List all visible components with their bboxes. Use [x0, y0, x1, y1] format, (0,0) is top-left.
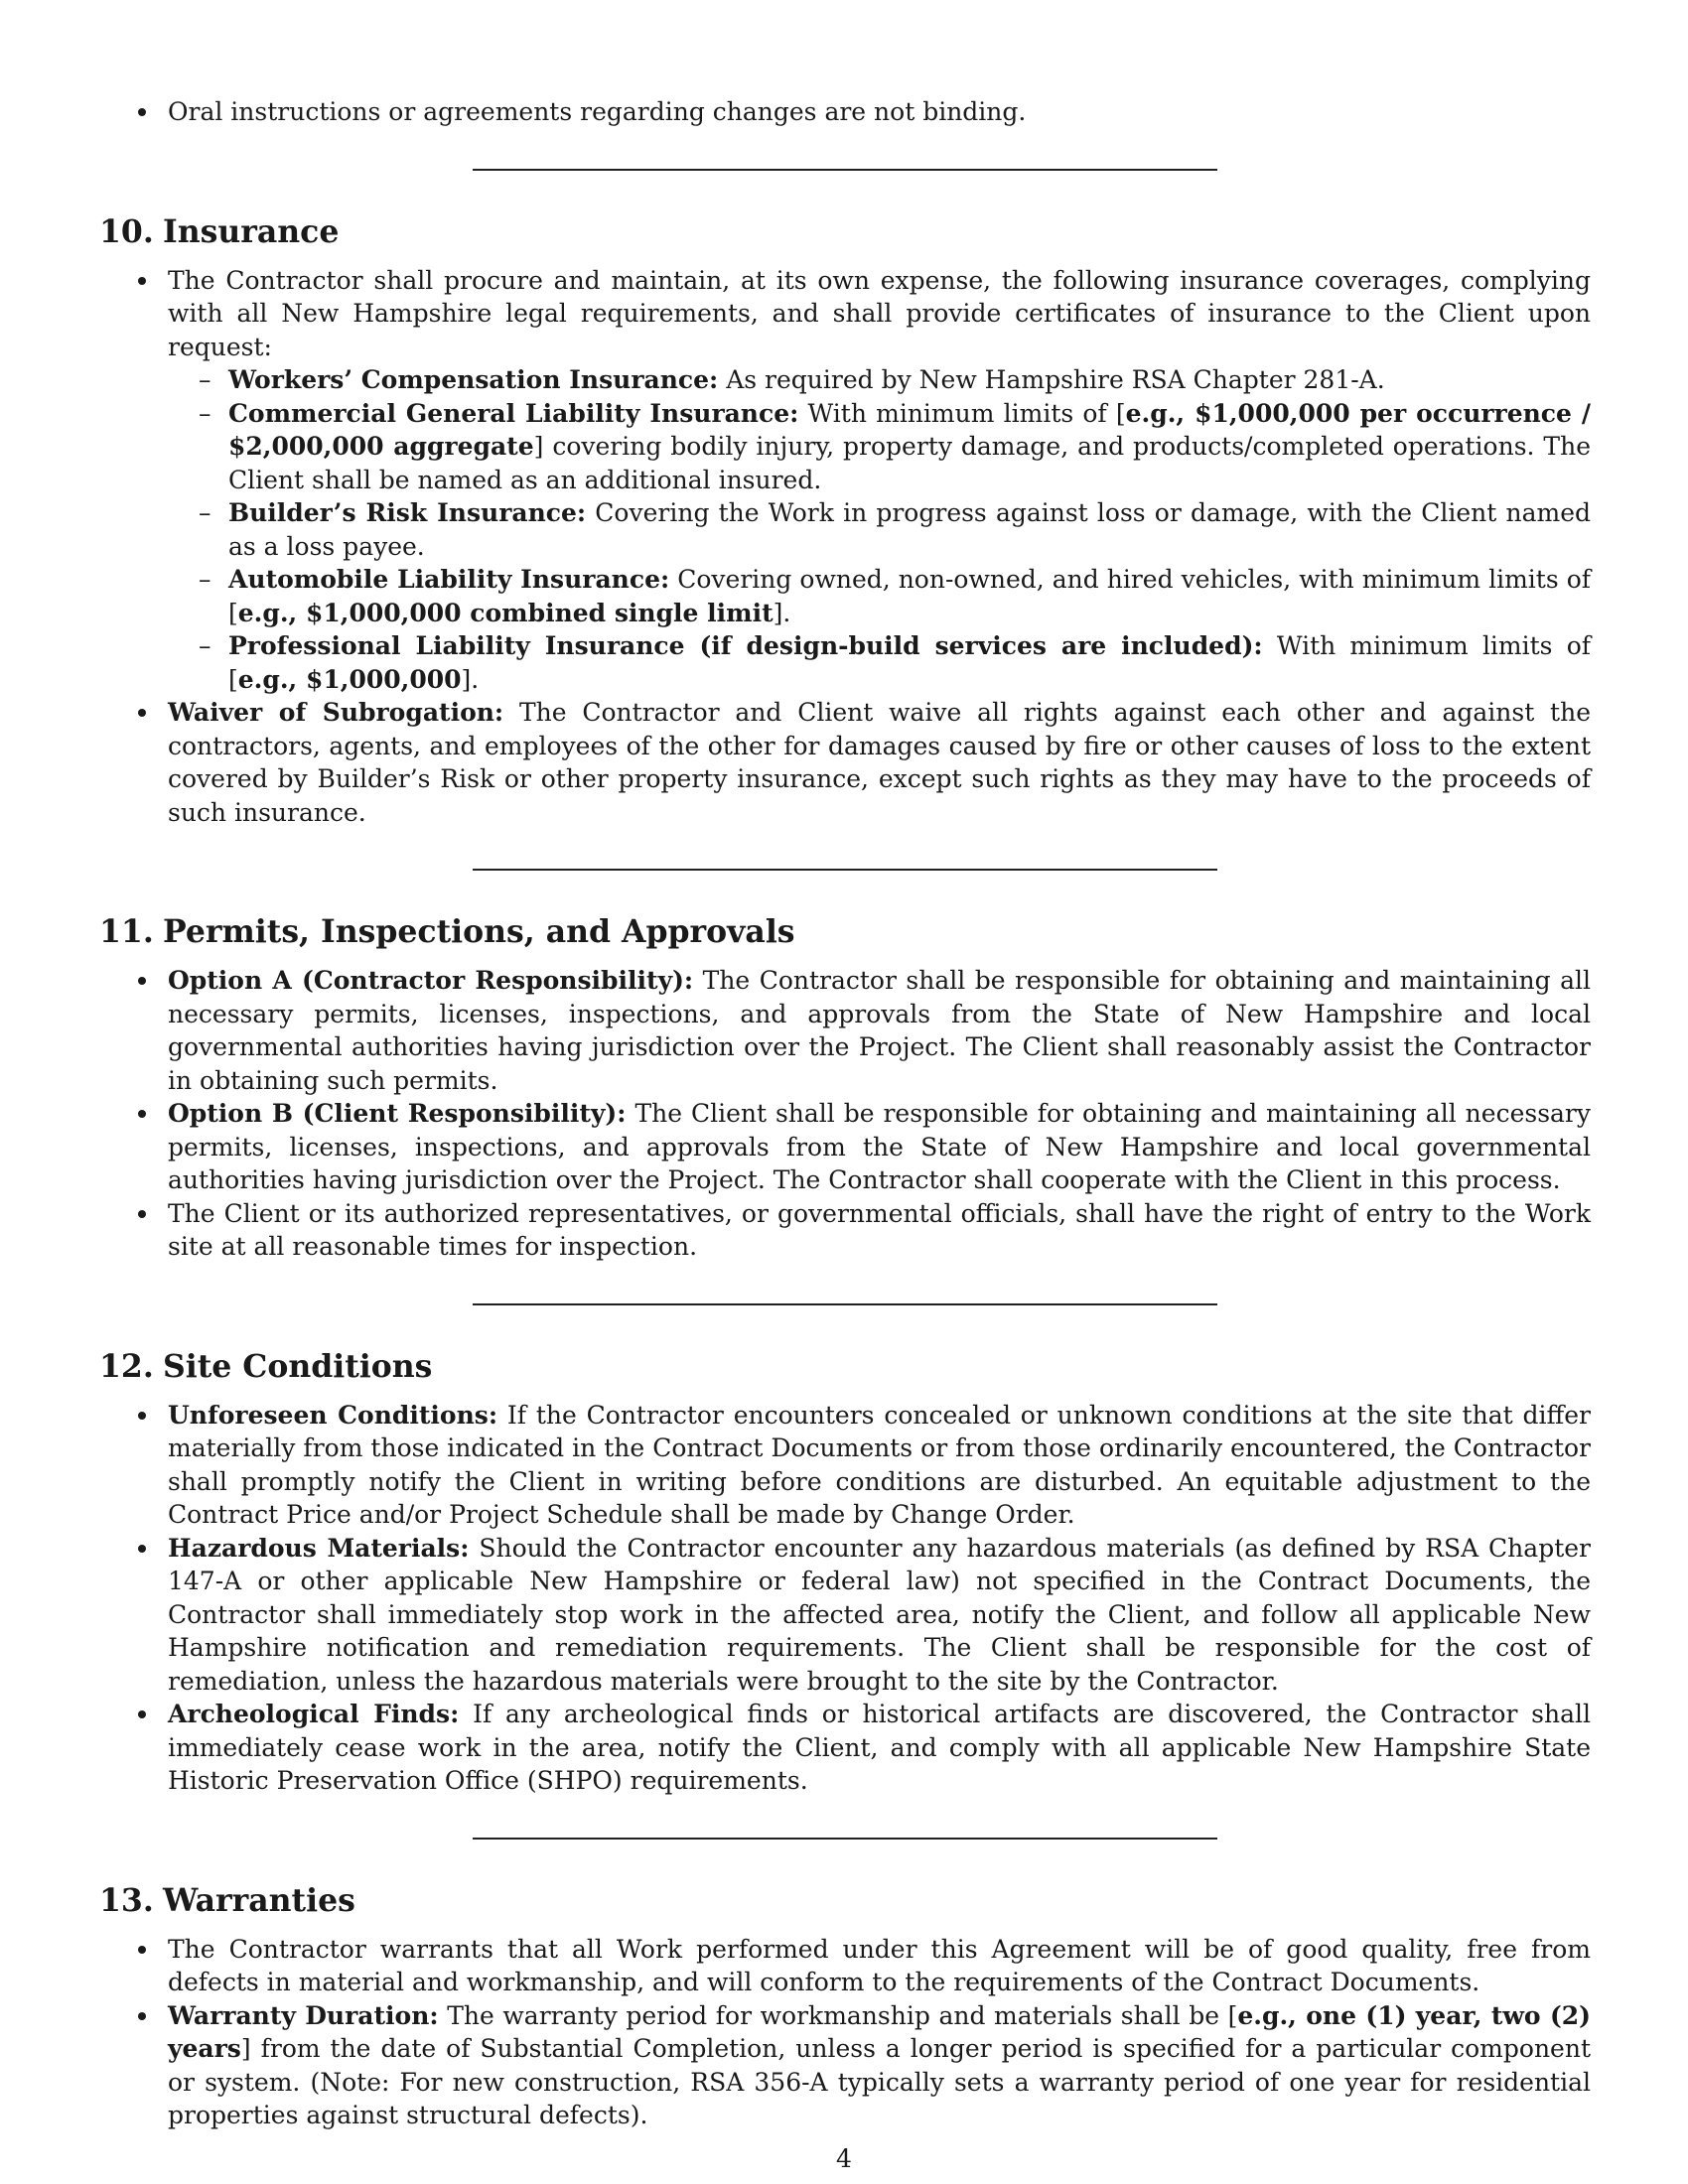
sub-list-item: [199, 397, 1591, 497]
section-divider: [473, 1303, 1217, 1305]
sub-list-item: [199, 363, 1591, 397]
item-label: Option B (Client Responsibility):: [168, 1099, 627, 1128]
item-text: Covering owned, non-owned, and hired vehicles, with minimum limits of [: [228, 565, 1591, 627]
bullet-icon: [138, 1110, 146, 1118]
item-label: Hazardous Materials:: [168, 1533, 470, 1563]
section-divider: [473, 169, 1217, 171]
item-emphasis: e.g., $1,000,000 per occurrence / $2,000,000 aggregate: [228, 398, 1591, 461]
list-item: [168, 1097, 1591, 1197]
item-text: If the Contractor encounters concealed or unknown conditions at the site that differ materially from those indicated in the Contract Documents or from those ordinarily encountered, the Contractor shall promptly notify the Client in writing before conditions are disturbed. An equitable adjustment to the Contract Price and/or Project Schedule shall be made by Change Order.: [168, 1400, 1591, 1529]
section-divider: [473, 1838, 1217, 1840]
insurance-sublist: [168, 363, 1591, 696]
list-item: [168, 1532, 1591, 1699]
section-12-list: [99, 1399, 1591, 1798]
section-10-list: [99, 264, 1591, 830]
item-label: Workers’ Compensation Insurance:: [228, 365, 719, 394]
list-item: [168, 264, 1591, 697]
section-number: 13.: [99, 1881, 154, 1919]
dash-icon: –: [199, 398, 211, 428]
section-11-list: [99, 964, 1591, 1264]
item-text: If any archeological finds or historical artifacts are discovered, the Contractor shall immediately cease work in the area, notify the Client, and comply with all applicable New Hampshire State Historic Preservation Office (SHPO) requirements.: [168, 1700, 1591, 1795]
bullet-icon: [138, 2012, 146, 2020]
section-number: 12.: [99, 1347, 154, 1385]
document-page: [99, 95, 1591, 2132]
list-item: [168, 696, 1591, 829]
dash-icon: –: [199, 565, 211, 594]
bullet-icon: [138, 1946, 146, 1954]
item-text: The Contractor and Client waive all rights against each other and against the contractors, agents, and employees of the other for damages caused by fire or other causes of loss to the extent covered by Builder’s Risk or other property insurance, except such rights as they may have to the proceeds of such insurance.: [168, 698, 1591, 827]
list-item: [168, 95, 1591, 129]
section-11-heading: [99, 912, 1591, 952]
bullet-icon: [138, 977, 146, 985]
sub-list-item: [199, 563, 1591, 629]
item-label: Builder’s Risk Insurance:: [228, 498, 587, 527]
section-title: Site Conditions: [163, 1347, 433, 1385]
item-text: ] from the date of Substantial Completion, unless a longer period is specified for a particular component or system. (Note: For new construction, RSA 356-A typically sets a warranty period of one year for residential properties against structural defects).: [168, 2034, 1591, 2129]
item-text: With minimum limits of [: [798, 398, 1126, 428]
item-label: Professional Liability Insurance (if design-build services are included):: [228, 631, 1263, 660]
bullet-icon: [138, 1710, 146, 1718]
item-text: ] covering bodily injury, property damage, and products/completed operations. The Client shall be named as an additional insured.: [228, 432, 1591, 494]
list-item-text: The Contractor shall procure and maintain, at its own expense, the following insurance coverages, complying with all New Hampshire legal requirements, and shall provide certificates of insurance to the Client upon request:: [168, 265, 1591, 361]
section-title: Permits, Inspections, and Approvals: [163, 913, 795, 950]
item-label: Waiver of Subrogation:: [168, 698, 504, 727]
item-label: Archeological Finds:: [168, 1700, 460, 1728]
bullet-icon: [138, 709, 146, 717]
item-label: Warranty Duration:: [168, 2000, 439, 2030]
list-item: [168, 964, 1591, 1097]
item-emphasis: e.g., $1,000,000: [237, 664, 462, 694]
list-item-text: Oral instructions or agreements regarding changes are not binding.: [168, 97, 1027, 126]
section-10-heading: [99, 212, 1591, 252]
item-text: With minimum limits of [: [228, 631, 1592, 694]
dash-icon: –: [199, 365, 211, 394]
carryover-list: [99, 95, 1591, 129]
list-item: [168, 1999, 1591, 2132]
item-text: The Client or its authorized representatives, or governmental officials, shall have the right of entry to the Work site at all reasonable times for inspection.: [168, 1198, 1591, 1261]
item-text: The Contractor warrants that all Work performed under this Agreement will be of good quality, free from defects in material and workmanship, and will conform to the requirements of the Contract Documents.: [168, 1934, 1591, 1996]
bullet-icon: [138, 108, 146, 116]
bullet-icon: [138, 1210, 146, 1218]
item-text: ].: [773, 598, 791, 627]
sub-list-item: [199, 629, 1592, 696]
section-12-heading: [99, 1347, 1591, 1387]
item-emphasis: e.g., one (1) year, two (2) years: [168, 2000, 1591, 2063]
section-13-list: [99, 1933, 1591, 2132]
section-title: Warranties: [163, 1881, 355, 1919]
item-label: Option A (Contractor Responsibility):: [168, 966, 694, 995]
item-text: As required by New Hampshire RSA Chapter 281-A.: [718, 365, 1385, 394]
section-title: Insurance: [163, 212, 340, 250]
item-emphasis: e.g., $1,000,000 combined single limit: [237, 598, 774, 627]
bullet-icon: [138, 1545, 146, 1553]
item-text: The warranty period for workmanship and materials shall be [: [438, 2000, 1238, 2030]
page-number: 4: [836, 2144, 852, 2173]
bullet-icon: [138, 1412, 146, 1420]
list-item: [168, 1197, 1591, 1264]
list-item: [168, 1698, 1591, 1798]
section-13-heading: [99, 1881, 1591, 1921]
item-text: ].: [461, 664, 480, 694]
sub-list-item: [199, 496, 1592, 563]
item-label: Unforeseen Conditions:: [168, 1400, 498, 1430]
item-text: Covering the Work in progress against loss or damage, with the Client named as a loss payee.: [228, 498, 1592, 561]
dash-icon: –: [199, 498, 211, 527]
section-divider: [473, 869, 1217, 871]
item-text: The Client shall be responsible for obtaining and maintaining all necessary permits, licenses, inspections, and approvals from the State of New Hampshire and local governmental authorities having jurisdiction over the Project. The Contractor shall cooperate with the Client in this process.: [168, 1099, 1591, 1194]
list-item: [168, 1399, 1591, 1532]
item-label: Commercial General Liability Insurance:: [228, 398, 799, 428]
item-text: Should the Contractor encounter any hazardous materials (as defined by RSA Chapter 147-A or other applicable New Hampshire or federal law) not specified in the Contract Documents, the Contractor shall immediately stop work in the affected area, notify the Client, and follow all applicable New Hampshire notification and remediation requirements. The Client shall be responsible for the cost of remediation, unless the hazardous materials were brought to the site by the Contractor.: [168, 1533, 1591, 1696]
dash-icon: –: [199, 631, 211, 660]
item-label: Automobile Liability Insurance:: [228, 565, 670, 594]
section-number: 11.: [99, 913, 154, 950]
list-item: [168, 1933, 1591, 1999]
section-number: 10.: [99, 212, 154, 250]
bullet-icon: [138, 277, 146, 285]
item-text: The Contractor shall be responsible for obtaining and maintaining all necessary permits, licenses, inspections, and approvals from the State of New Hampshire and local governmental authorities having jurisdiction over the Project. The Client shall reasonably assist the Contractor in obtaining such permits.: [168, 966, 1591, 1095]
